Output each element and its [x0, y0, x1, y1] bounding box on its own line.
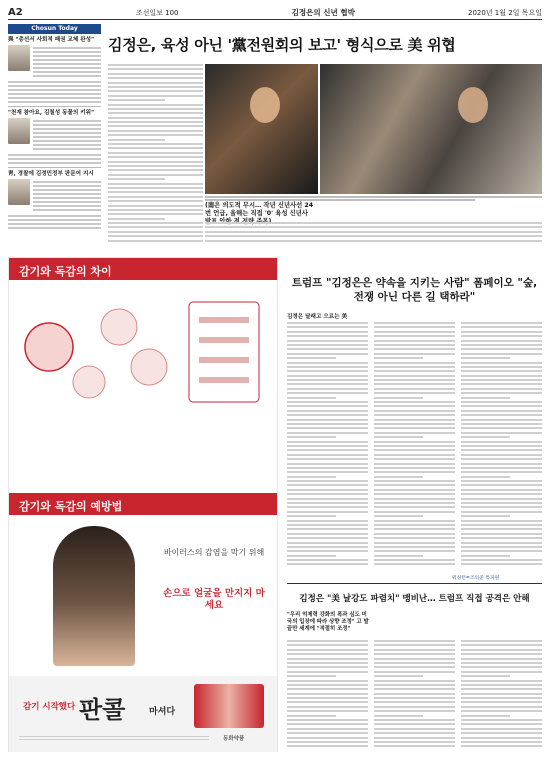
ad-woman-image [53, 526, 135, 666]
issue-date: 2020년 1월 2일 목요일 [468, 8, 542, 17]
ad-title: 감기와 독감의 예방법 [19, 500, 123, 513]
article-subhead: (南은 의도적 무시… 작년 신년사선 24번 언급, 올해는 직접 '0' 육성 신년사 [205, 202, 314, 217]
ad-comparison-diagram [19, 292, 269, 412]
ad-brand-suffix: 마셔다 [149, 707, 176, 717]
advertisement[interactable] [8, 257, 278, 752]
diagram-bar [199, 317, 249, 323]
sidebar-item-photo [8, 118, 30, 144]
diagram-circle [73, 366, 105, 398]
sidebar-item-headline: 與 "총선서 사회적 패권 교체 완성" [8, 37, 95, 43]
diagram-circle [131, 349, 167, 385]
ad-brand-name: 판콜 [79, 696, 126, 724]
sidebar-item-photo [8, 179, 30, 205]
sidebar-title: Chosun Today [8, 24, 101, 34]
page-header [8, 6, 542, 20]
sidebar-item-text [8, 215, 101, 229]
article-body [108, 64, 203, 246]
ad-title: 감기와 독감의 차이 [19, 265, 112, 278]
story3-body [287, 640, 542, 752]
publication-name: 조선일보 100 [135, 8, 179, 17]
sidebar-item-text [33, 179, 101, 213]
divider [8, 106, 101, 107]
kim-jong-un-photo [320, 64, 542, 194]
section-title: 김정은의 신년 협박 [291, 8, 355, 17]
trump-photo [205, 64, 318, 194]
sidebar-item[interactable] [8, 171, 101, 229]
story2-byline: 워싱턴=조의준 특파원 [452, 576, 500, 581]
ad-copy-emphasis: 손으로 얼굴을 만지지 마세요 [163, 588, 265, 611]
story2-body [287, 322, 542, 572]
ad-product-image [194, 684, 264, 728]
diagram-bar [199, 377, 249, 383]
diagram-circle [25, 323, 73, 371]
ad-fineprint [19, 736, 209, 742]
divider [287, 583, 542, 584]
story3-subhead: "우리 억제력 강화의 폭과 심도 미국의 입장에 따라 상향 조정" 고 발끝만 세계에 "적절히 조정" [287, 612, 369, 632]
story2-subhead: 김정은 달래고 으르는 美 [287, 314, 348, 320]
ad-brand-tag: 감기 시작했다 [23, 702, 76, 712]
article-body [205, 222, 542, 246]
diagram-circle [101, 309, 137, 345]
diagram-bar [199, 337, 249, 343]
divider [8, 167, 101, 168]
ad-maker: 동화약품 [223, 736, 245, 742]
sidebar-item[interactable] [8, 37, 101, 107]
sidebar-item-text [8, 81, 101, 103]
sidebar-item-headline: "천재 참아요, 김칠성 동물의 키워" [8, 110, 94, 116]
sidebar [8, 24, 101, 246]
story3-headline[interactable]: 김정은 "美 날강도 파렴치" 맹비난… 트럼프 직접 공격은 안해 [299, 594, 530, 604]
sidebar-item-photo [8, 45, 30, 71]
sidebar-item-text [8, 154, 101, 164]
diagram-bar [199, 357, 249, 363]
main-headline[interactable]: 김정은, 육성 아닌 '黨전원회의 보고' 형식으로 美 위협 [108, 36, 456, 54]
sidebar-item[interactable] [8, 110, 101, 168]
story2-headline[interactable]: 트럼프 "김정은은 약속을 지키는 사람" 폼페이오 "숲, 전쟁 아닌 다른 길 택하라" [291, 277, 538, 303]
ad-copy: 바이러스의 감염을 막기 위해 [163, 548, 265, 557]
sidebar-item-text [33, 118, 101, 152]
sidebar-item-headline: 靑, 경찰에 김정민정부 판문어 지시 [8, 171, 94, 177]
page-number: A2 [8, 7, 23, 18]
sidebar-item-text [33, 45, 101, 79]
